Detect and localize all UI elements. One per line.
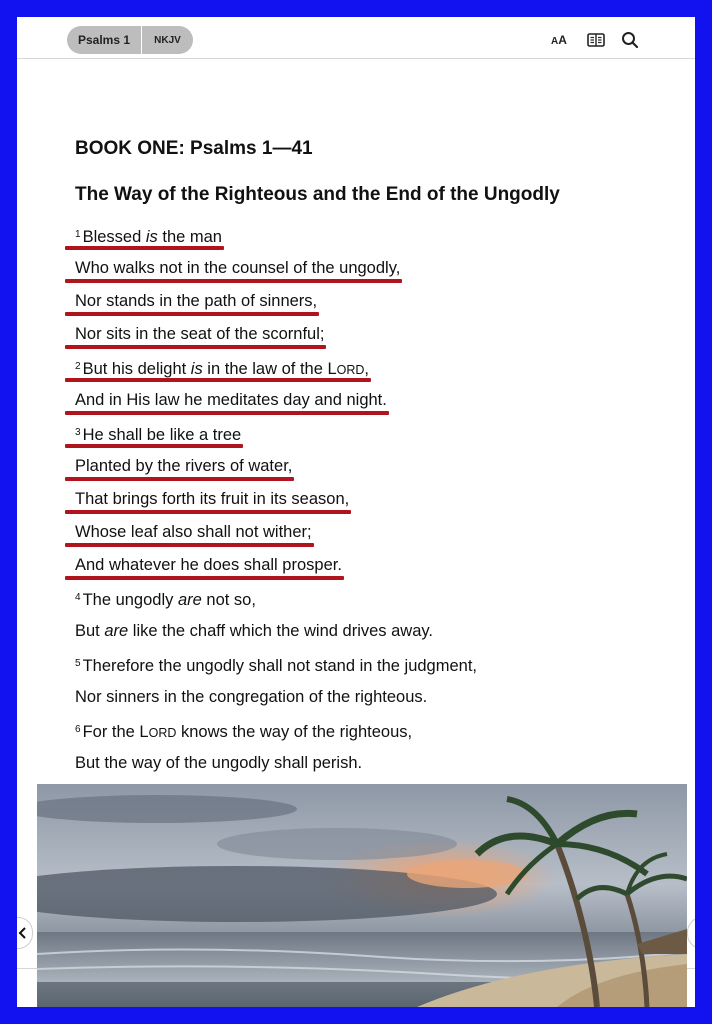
reader-screen — [17, 17, 695, 1007]
highlight-underline — [65, 576, 344, 580]
verse-line[interactable] — [75, 221, 675, 254]
beach-photo — [37, 784, 687, 1007]
highlight-underline — [65, 246, 224, 250]
highlight-underline — [65, 444, 243, 448]
verse-line[interactable] — [75, 320, 675, 353]
reader-toolbar — [17, 17, 695, 59]
verse-list — [75, 221, 675, 782]
highlight-underline — [65, 312, 319, 316]
book-icon[interactable] — [585, 31, 607, 49]
verse-text: $^5$ Therefore the ungodly shall not stand in the judgment, — [75, 657, 477, 675]
verse-text: But are like the chaff which the wind drives away. — [75, 622, 434, 640]
verse-line[interactable] — [75, 683, 675, 716]
verse-line[interactable] — [75, 254, 675, 287]
section-title: BOOK ONE: Psalms 1—41 — [75, 138, 313, 159]
highlight-underline — [65, 378, 371, 382]
verse-number: 5 — [75, 658, 81, 669]
verse-text: $^4$ The ungodly are not so, — [75, 591, 256, 609]
verse-line[interactable] — [75, 386, 675, 419]
highlight-underline — [65, 411, 389, 415]
verse-text: $^2$ But his delight is in the law of the LORD, — [75, 360, 370, 378]
search-icon[interactable] — [619, 31, 641, 49]
verse-text: Whose leaf also shall not wither; — [75, 523, 312, 541]
highlight-underline — [65, 510, 351, 514]
version-button[interactable]: NKJV — [154, 34, 181, 46]
verse-text: And whatever he does shall prosper. — [75, 556, 342, 574]
verse-text: $^1$ Blessed is the man — [75, 228, 222, 246]
verse-line[interactable] — [75, 518, 675, 551]
verse-line[interactable] — [75, 551, 675, 584]
verse-text: That brings forth its fruit in its season, — [75, 490, 350, 508]
verse-line[interactable] — [75, 287, 675, 320]
verse-number: 2 — [75, 361, 81, 372]
passage-selector — [67, 26, 193, 54]
verse-line[interactable] — [75, 749, 675, 782]
previous-chapter-button[interactable] — [17, 917, 33, 949]
book-chapter-button[interactable]: Psalms 1 — [67, 26, 142, 54]
verse-number: 4 — [75, 592, 81, 603]
next-chapter-button[interactable] — [687, 917, 695, 949]
highlight-underline — [65, 279, 402, 283]
verse-line[interactable] — [75, 485, 675, 518]
verse-text: Who walks not in the counsel of the ungodly, — [75, 259, 401, 277]
verse-text: Planted by the rivers of water, — [75, 457, 293, 475]
verse-text: And in His law he meditates day and night. — [75, 391, 387, 409]
highlight-underline — [65, 345, 326, 349]
verse-number: 6 — [75, 724, 81, 735]
chevron-left-icon — [18, 926, 27, 940]
verse-text: Nor sits in the seat of the scornful; — [75, 325, 325, 343]
verse-line[interactable] — [75, 650, 675, 683]
verse-number: 1 — [75, 229, 81, 240]
verse-line[interactable] — [75, 716, 675, 749]
verse-text: $^3$ He shall be like a tree — [75, 426, 242, 444]
highlight-underline — [65, 543, 314, 547]
verse-text: Nor sinners in the congregation of the righteous. — [75, 688, 428, 706]
verse-line[interactable] — [75, 452, 675, 485]
verse-text: $^6$ For the LORD knows the way of the righteous, — [75, 723, 413, 741]
highlight-underline — [65, 477, 294, 481]
font-size-icon[interactable]: AA — [551, 33, 567, 47]
verse-line[interactable] — [75, 617, 675, 650]
verse-line[interactable] — [75, 353, 675, 386]
verse-text: But the way of the ungodly shall perish. — [75, 754, 363, 772]
verse-text: Nor stands in the path of sinners, — [75, 292, 318, 310]
verse-line[interactable] — [75, 419, 675, 452]
verse-line[interactable] — [75, 584, 675, 617]
passage-content — [75, 135, 675, 782]
verse-number: 3 — [75, 427, 81, 438]
toolbar-actions — [551, 31, 641, 49]
passage-heading: The Way of the Righteous and the End of the Ungodly — [75, 184, 560, 205]
